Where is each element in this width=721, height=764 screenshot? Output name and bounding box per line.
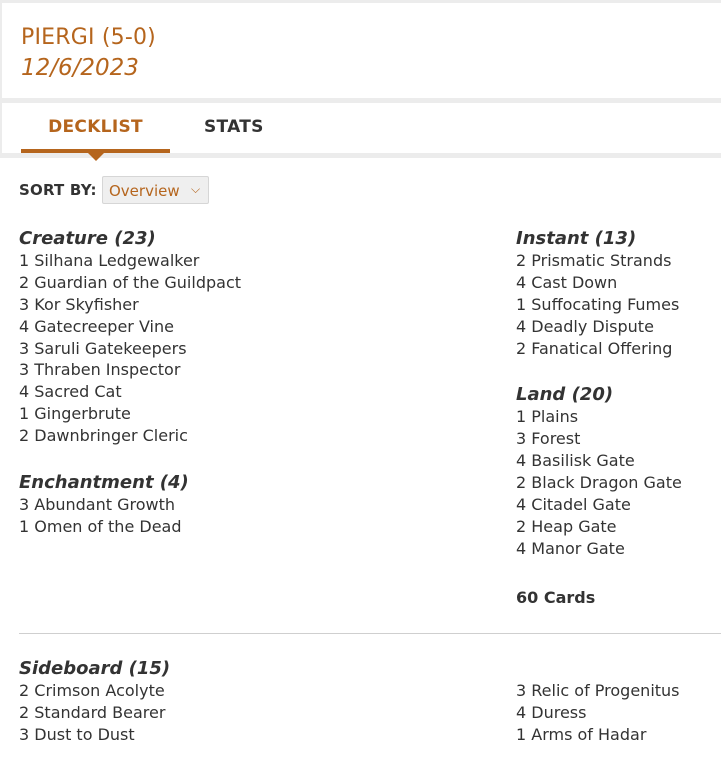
sideboard-divider (19, 633, 721, 634)
card-entry[interactable]: 2 Guardian of the Guildpact (19, 272, 242, 292)
card-entry[interactable]: 4 Citadel Gate (516, 494, 631, 514)
card-entry[interactable]: 3 Relic of Progenitus (516, 681, 680, 700)
deck-header (0, 0, 721, 103)
tab-bar (0, 103, 721, 158)
card-entry[interactable]: 3 Forest (516, 429, 581, 449)
card-entry[interactable]: 2 Heap Gate (516, 516, 617, 536)
sort-select[interactable] (102, 176, 209, 204)
deck-date: 12/6/2023 (21, 55, 139, 81)
card-entry[interactable]: 2 Standard Bearer (19, 702, 166, 722)
card-entry[interactable]: 4 Basilisk Gate (516, 451, 635, 471)
tab-decklist[interactable]: DECKLIST (48, 117, 143, 137)
card-entry[interactable]: 1 Silhana Ledgewalker (19, 250, 200, 270)
card-entry[interactable]: 2 Fanatical Offering (516, 338, 673, 358)
chevron-down-icon: ⌵ (191, 182, 201, 196)
card-total: 60 Cards (516, 588, 596, 607)
card-entry[interactable]: 1 Arms of Hadar (516, 724, 647, 744)
deck-title: PIERGI (5-0) (21, 25, 156, 50)
sort-select-value: Overview (109, 182, 180, 200)
card-entry[interactable]: 4 Deadly Dispute (516, 316, 654, 336)
card-entry[interactable]: 2 Prismatic Strands (516, 250, 672, 270)
section-spacer (516, 359, 721, 383)
card-entry[interactable]: 1 Omen of the Dead (19, 516, 182, 536)
card-entry[interactable]: 4 Duress (516, 702, 587, 722)
card-entry[interactable]: 4 Cast Down (516, 272, 618, 292)
sideboard-title: Sideboard (15) (19, 658, 171, 679)
card-entry[interactable]: 3 Thraben Inspector (19, 360, 181, 380)
card-entry[interactable]: 4 Gatecreeper Vine (19, 316, 174, 336)
section-title: Instant (13) (516, 228, 637, 249)
main-deck-right-column (516, 227, 721, 560)
card-entry[interactable]: 4 Sacred Cat (19, 382, 122, 402)
card-entry[interactable]: 3 Dust to Dust (19, 724, 135, 744)
section-spacer (19, 447, 489, 471)
section-title: Enchantment (4) (19, 472, 189, 494)
sideboard-left-column (19, 680, 165, 746)
main-deck-left-column (19, 227, 489, 538)
card-entry[interactable]: 2 Dawnbringer Cleric (19, 426, 188, 446)
card-entry[interactable]: 4 Manor Gate (516, 538, 625, 558)
card-entry[interactable]: 1 Gingerbrute (19, 404, 131, 424)
card-entry[interactable]: 3 Abundant Growth (19, 494, 176, 514)
card-entry[interactable]: 1 Suffocating Fumes (516, 294, 680, 314)
section-title: Creature (23) (19, 228, 156, 249)
sort-label: SORT BY: (19, 181, 97, 199)
card-entry[interactable]: 2 Black Dragon Gate (516, 473, 682, 493)
section-title: Land (20) (516, 384, 614, 406)
tab-stats[interactable]: STATS (204, 117, 264, 137)
sideboard-right-column (516, 680, 680, 746)
card-entry[interactable]: 3 Kor Skyfisher (19, 294, 139, 314)
card-entry[interactable]: 1 Plains (516, 407, 579, 427)
card-entry[interactable]: 2 Crimson Acolyte (19, 681, 165, 700)
card-entry[interactable]: 3 Saruli Gatekeepers (19, 338, 187, 358)
active-tab-caret-icon (88, 153, 104, 161)
